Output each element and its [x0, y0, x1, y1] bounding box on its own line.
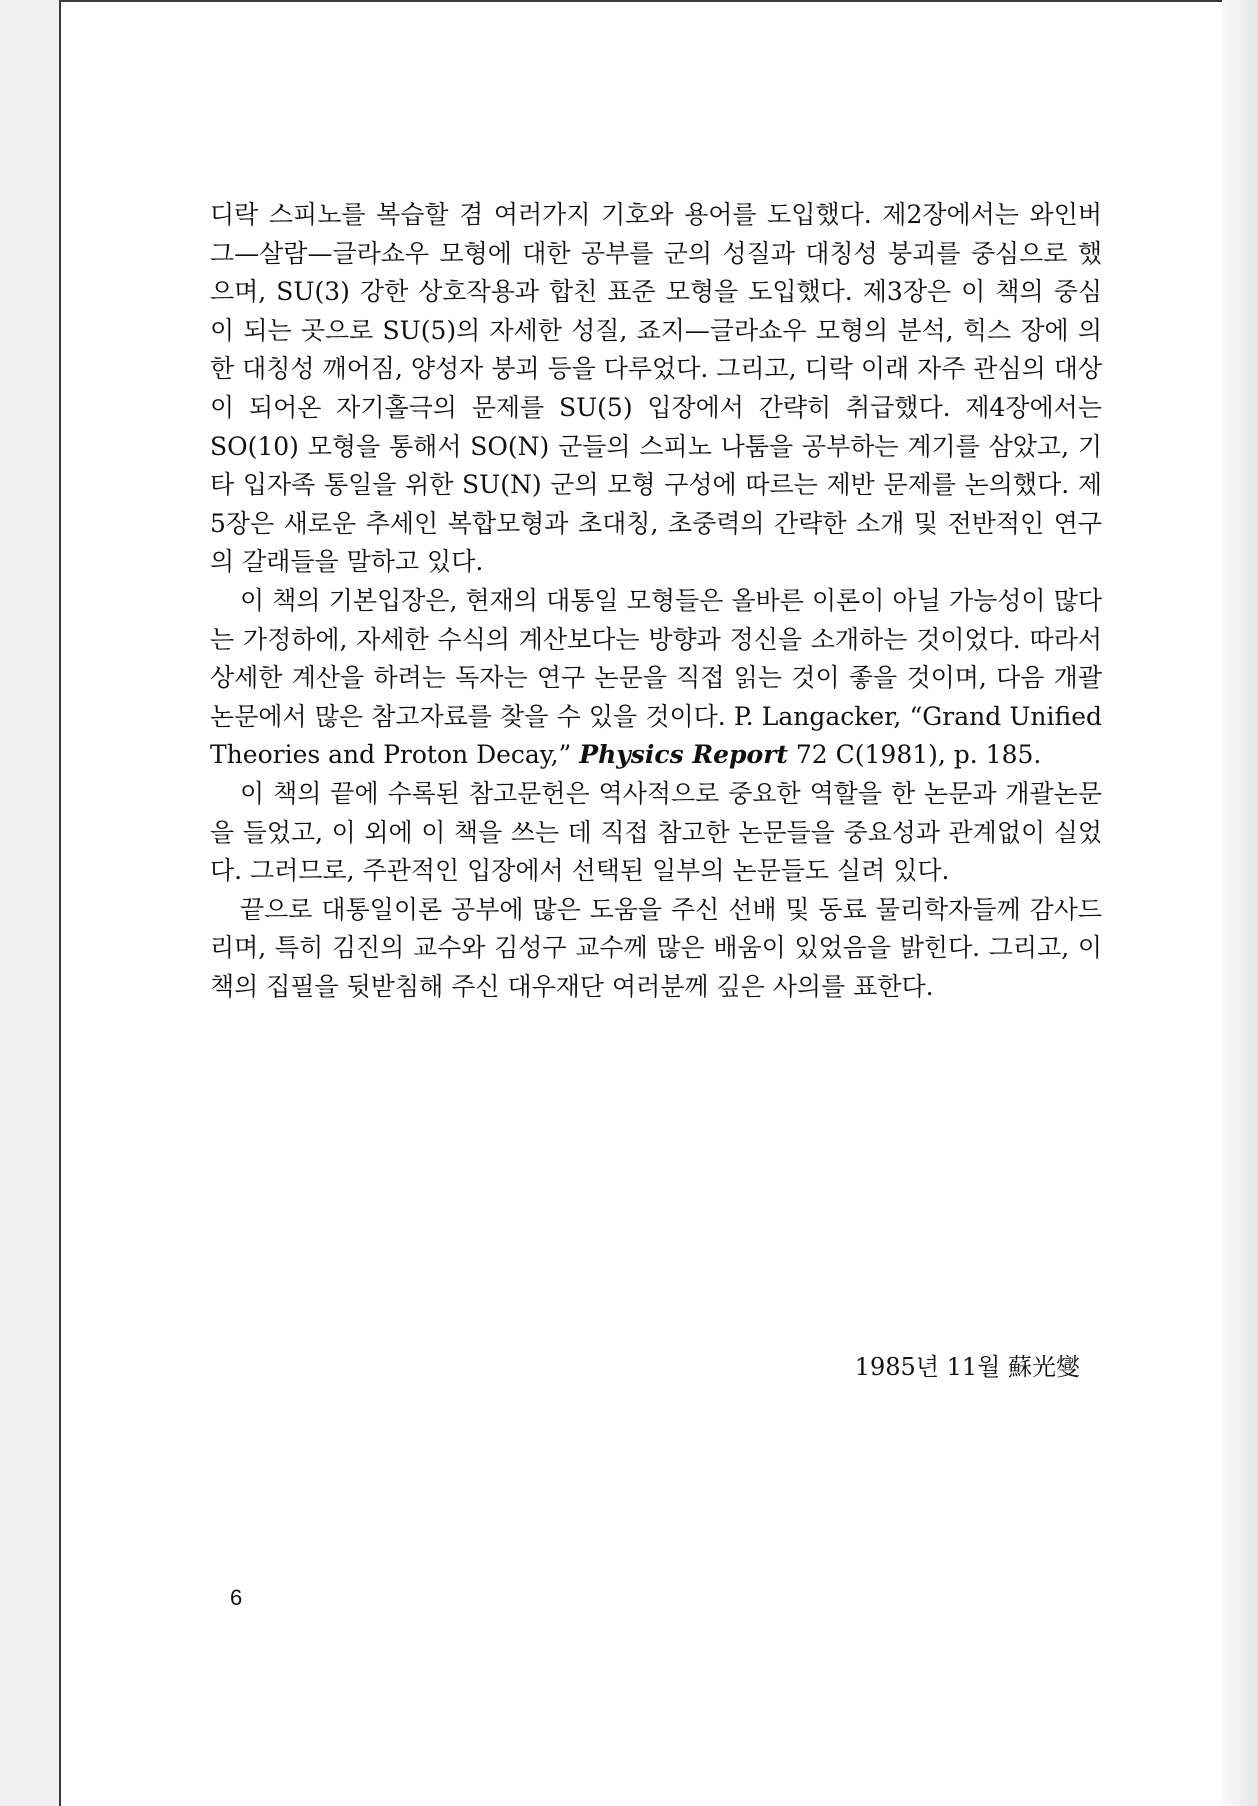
page-number: 6 — [230, 1585, 243, 1610]
reference-citation-detail: 72 C(1981), p. 185. — [787, 740, 1042, 770]
paragraph-chapter-overview: 디락 스피노를 복습할 겸 여러가지 기호와 용어를 도입했다. 제2장에서는 와인버그—살람—글라쇼우 모형에 대한 공부를 군의 성질과 대칭성 붕괴를 중심으로 했으며, SU(3) 강한 상호작용과 합친 표준 모형을 도입했다. 제3장은 이 책의 중심이 되는 곳으로 SU(5)의 자세한 성질, 죠지—글라쇼우 모형의 분석, 힉스 장에 의한 대칭성 깨어짐, 양성자 붕괴 등을 다루었다. 그리고, 디락 이래 자주 관심의 대상이 되어온 자기홀극의 문제를 SU(5) 입장에서 간략히 취급했다. 제4장에서는 SO(10) 모형을 통해서 SO(N) 군들의 스피노 나툼을 공부하는 계기를 삼았고, 기타 입자족 통일을 위한 SU(N) 군의 모형 구성에 따르는 제반 문제를 논의했다. 제5장은 새로운 추세인 복합모형과 초대칭, 초중력의 간략한 소개 및 전반적인 연구의 갈래들을 말하고 있다. — [210, 200, 1103, 577]
paragraph-basic-stance — [210, 582, 1102, 775]
preface-body — [210, 196, 1102, 1006]
paragraph-acknowledgements: 끝으로 대통일이론 공부에 많은 도움을 주신 선배 및 동료 물리학자들께 감사드리며, 특히 김진의 교수와 김성구 교수께 많은 배움이 있었음을 밝힌다. 그리고, 이 책의 집필을 뒷받침해 주신 대우재단 여러분께 깊은 사의를 표한다. — [210, 894, 1102, 1001]
reference-journal-title: Physics Report — [579, 740, 788, 770]
page-edge-shadow — [1222, 0, 1258, 1806]
paragraph-references-note: 이 책의 끝에 수록된 참고문헌은 역사적으로 중요한 역할을 한 논문과 개괄논문을 들었고, 이 외에 이 책을 쓰는 데 직접 참고한 논문들을 중요성과 관계없이 실었다. 그러므로, 주관적인 입장에서 선택된 일부의 논문들도 실려 있다. — [210, 778, 1102, 886]
paragraph-basic-stance-text: 이 책의 기본입장은, 현재의 대통일 모형들은 올바른 이론이 아닐 가능성이 많다는 가정하에, 자세한 수식의 계산보다는 방향과 정신을 소개하는 것이었다. 따라서 상세한 계산을 하려는 독자는 연구 논문을 직접 읽는 것이 좋을 것이며, 다음 개괄 논문에서 많은 참고자료를 찾을 수 있을 것이다. P. Langacker, “Grand Unified Theories and Proton Decay,” — [210, 585, 1102, 770]
author-signature-date: 1985년 11월 蘇光燮 — [854, 1353, 1080, 1381]
